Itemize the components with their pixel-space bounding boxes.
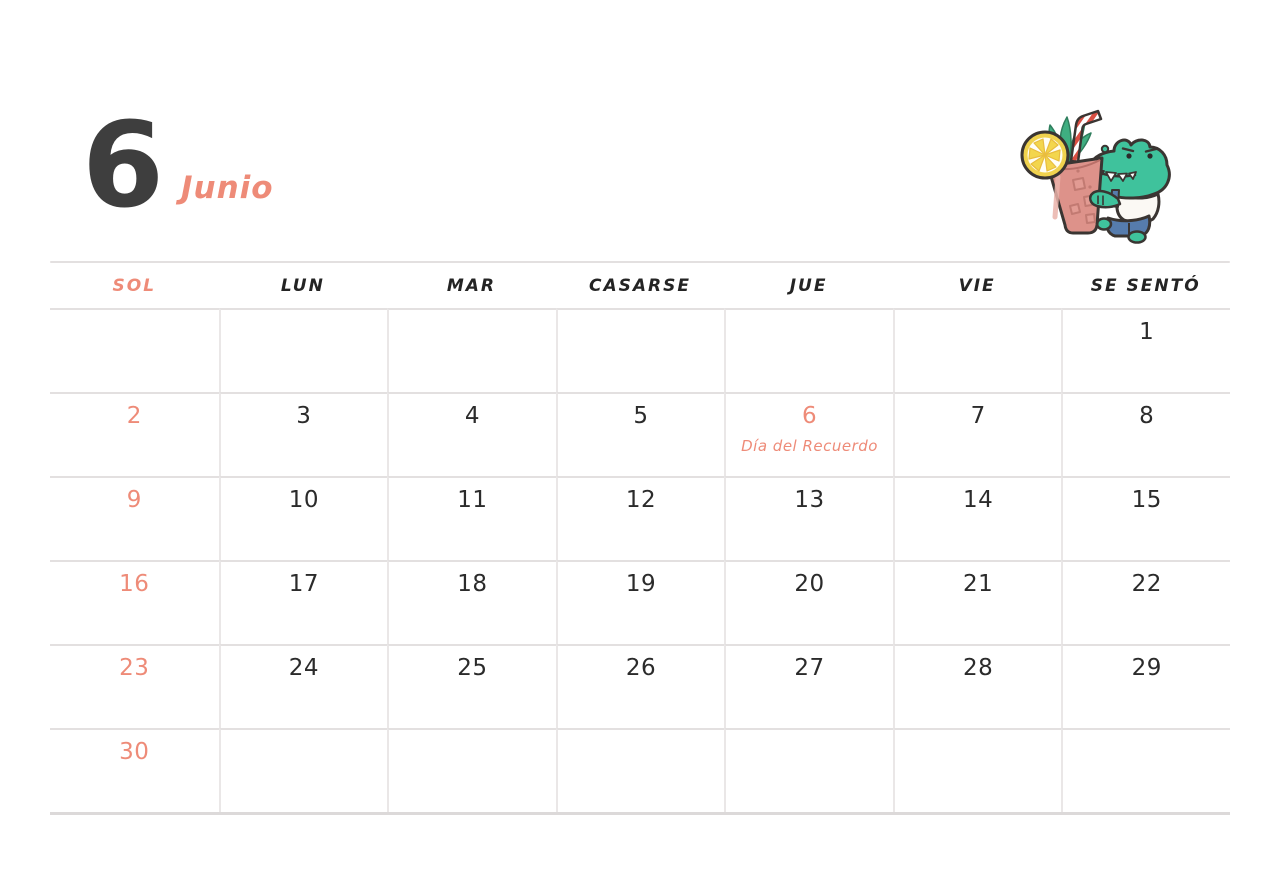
day-number: 22 [1131, 571, 1162, 597]
weekday-header-row [50, 263, 1230, 308]
day-number: 2 [126, 403, 142, 429]
month-name: Junio [181, 170, 274, 206]
day-cell [556, 476, 725, 560]
weekday-label-jue: JUE [789, 275, 828, 296]
day-cell [1061, 728, 1230, 812]
day-number: 19 [625, 571, 657, 597]
day-cell [724, 728, 893, 812]
crocodile-drink-svg [1012, 103, 1192, 248]
day-number: 26 [625, 655, 657, 681]
month-number: 6 [82, 96, 163, 234]
day-cell [1061, 308, 1230, 392]
day-number [726, 310, 893, 319]
day-number [389, 730, 556, 739]
day-cell [556, 308, 725, 392]
day-number: 6 [801, 403, 818, 429]
day-number: 9 [126, 487, 142, 513]
day-cell [219, 308, 388, 392]
day-number: 12 [625, 487, 657, 513]
crocodile-drink-illustration [1012, 103, 1192, 248]
weekday-label-lun: LUN [280, 275, 325, 296]
day-number: 13 [794, 487, 825, 513]
day-cell [219, 560, 388, 644]
day-number: 24 [288, 655, 319, 681]
day-cell [893, 728, 1062, 812]
day-number [558, 730, 725, 739]
lemon-slice-icon [1022, 132, 1068, 178]
day-cell [219, 392, 388, 476]
weekday-label-se-sento: SE SENTÓ [1090, 275, 1201, 296]
day-number: 29 [1131, 655, 1162, 681]
weekday-label-vie: VIE [958, 275, 996, 296]
day-number [1063, 730, 1230, 739]
day-cell [893, 476, 1062, 560]
day-cell [893, 392, 1062, 476]
day-cell [724, 308, 893, 392]
day-number: 5 [633, 403, 649, 429]
weekday-label-sol: SOL [112, 275, 157, 296]
day-number [389, 310, 556, 319]
day-number [50, 310, 219, 319]
day-cell [724, 560, 893, 644]
day-cell [387, 392, 556, 476]
day-number [558, 310, 725, 319]
day-number [221, 310, 388, 319]
day-number: 14 [962, 487, 994, 513]
day-number: 4 [464, 403, 480, 429]
day-number: 18 [457, 571, 488, 597]
day-cell [387, 728, 556, 812]
day-cell [556, 560, 725, 644]
day-cell [556, 644, 725, 728]
day-number [221, 730, 388, 739]
calendar-grid [50, 308, 1230, 815]
day-number: 21 [962, 571, 994, 597]
day-cell [387, 560, 556, 644]
day-number [895, 310, 1062, 319]
day-number: 30 [119, 739, 150, 765]
day-number: 8 [1139, 403, 1155, 429]
day-cell [556, 392, 725, 476]
day-number: 25 [457, 655, 488, 681]
day-number: 20 [794, 571, 825, 597]
day-cell [50, 644, 219, 728]
day-number: 23 [119, 655, 150, 681]
day-number: 28 [962, 655, 994, 681]
day-cell [893, 308, 1062, 392]
holiday-note: Día del Recuerdo [741, 437, 878, 455]
day-number: 11 [457, 487, 488, 513]
day-cell [724, 644, 893, 728]
day-number: 15 [1131, 487, 1162, 513]
day-number: 17 [288, 571, 319, 597]
day-number: 27 [794, 655, 825, 681]
day-cell [1061, 392, 1230, 476]
day-cell [893, 560, 1062, 644]
day-number: 16 [119, 571, 150, 597]
day-cell [1061, 644, 1230, 728]
day-number [726, 730, 893, 739]
day-cell [50, 392, 219, 476]
day-cell [50, 560, 219, 644]
day-cell [50, 728, 219, 812]
day-number: 7 [970, 403, 986, 429]
day-number: 10 [288, 487, 319, 513]
day-cell [724, 476, 893, 560]
day-cell [1061, 560, 1230, 644]
day-cell [50, 476, 219, 560]
day-cell [893, 644, 1062, 728]
day-cell [724, 392, 893, 476]
day-cell [50, 308, 219, 392]
crocodile-arm-icon [1090, 190, 1120, 207]
day-number [895, 730, 1062, 739]
day-cell [556, 728, 725, 812]
weekday-label-casarse: CASARSE [589, 275, 691, 296]
day-number: 3 [296, 403, 312, 429]
day-cell [387, 644, 556, 728]
day-number: 1 [1139, 319, 1155, 345]
day-cell [387, 308, 556, 392]
weekday-label-mar: MAR [446, 275, 496, 296]
day-cell [219, 476, 388, 560]
day-cell [387, 476, 556, 560]
day-cell [219, 644, 388, 728]
day-cell [219, 728, 388, 812]
day-cell [1061, 476, 1230, 560]
